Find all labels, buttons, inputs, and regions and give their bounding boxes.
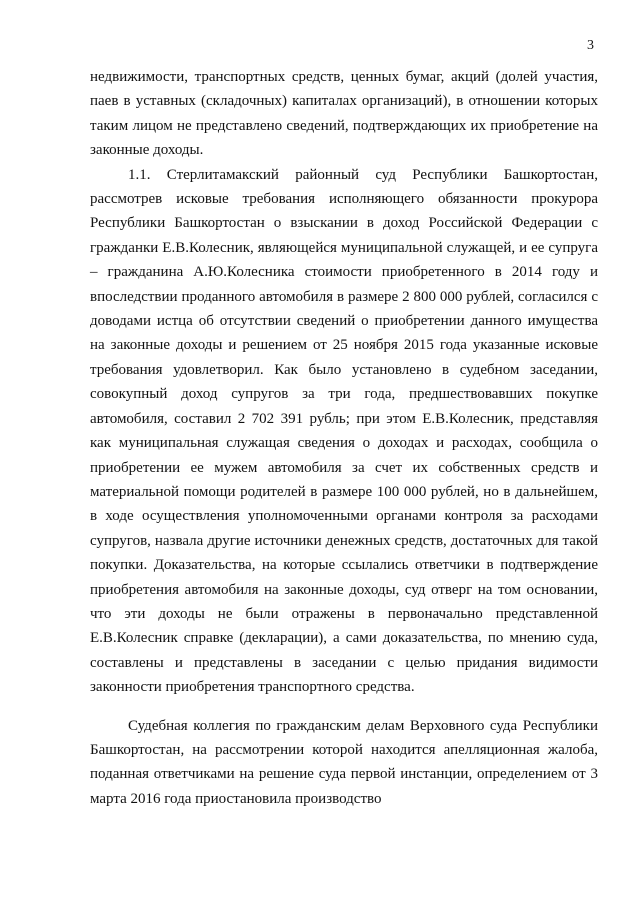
page-number: 3	[587, 38, 594, 53]
paragraph-continuation: недвижимости, транспортных средств, ценных бумаг, акций (долей участия, паев в уставных (складочных) капиталах организаций), в отношении которых таким лицом не представлено сведений, подтверждающих их приобретение на законные доходы.	[90, 69, 598, 159]
paragraph-appeal: Судебная коллегия по гражданским делам Верховного суда Республики Башкортостан, на рассмотрении которой находится апелляционная жалоба, поданная ответчиками на решение суда первой инстанции, определением от 3 марта 2016 года приостановила производство	[90, 717, 598, 807]
document-body	[90, 65, 598, 811]
paragraph-1-1: 1.1. Стерлитамакский районный суд Республики Башкортостан, рассмотрев исковые требования исполняющего обязанности прокурора Республики Башкортостан о взыскании в доход Российской Федерации с гражданки Е.В.Колесник, являющейся муниципальной служащей, и ее супруга – гражданина А.Ю.Колесника стоимости приобретенного в 2014 году и впоследствии проданного автомобиля в размере 2 800 000 рублей, согласился с доводами истца об отсутствии сведений о приобретении данного имущества на законные доходы и решением от 25 ноября 2015 года указанные исковые требования удовлетворил. Как было установлено в судебном заседании, совокупный доход супругов за три года, предшествовавших покупке автомобиля, составил 2 702 391 рубль; при этом Е.В.Колесник, представляя как муниципальная служащая сведения о доходах и расходах, сообщила о приобретении ее мужем автомобиля за счет их собственных средств и материальной помощи родителей в размере 100 000 рублей, но в дальнейшем, в ходе осуществления уполномоченными органами контроля за расходами супругов, назвала другие источники денежных средств, достаточных для такой покупки. Доказательства, на которые ссылались ответчики в подтверждение приобретения автомобиля на законные доходы, суд отверг на том основании, что эти доходы не были отражены в первоначально представленной Е.В.Колесник справке (декларации), а сами доказательства, по мнению суда, составлены и представлены в заседании с целью придания видимости законности приобретения транспортного средства.	[90, 166, 598, 696]
